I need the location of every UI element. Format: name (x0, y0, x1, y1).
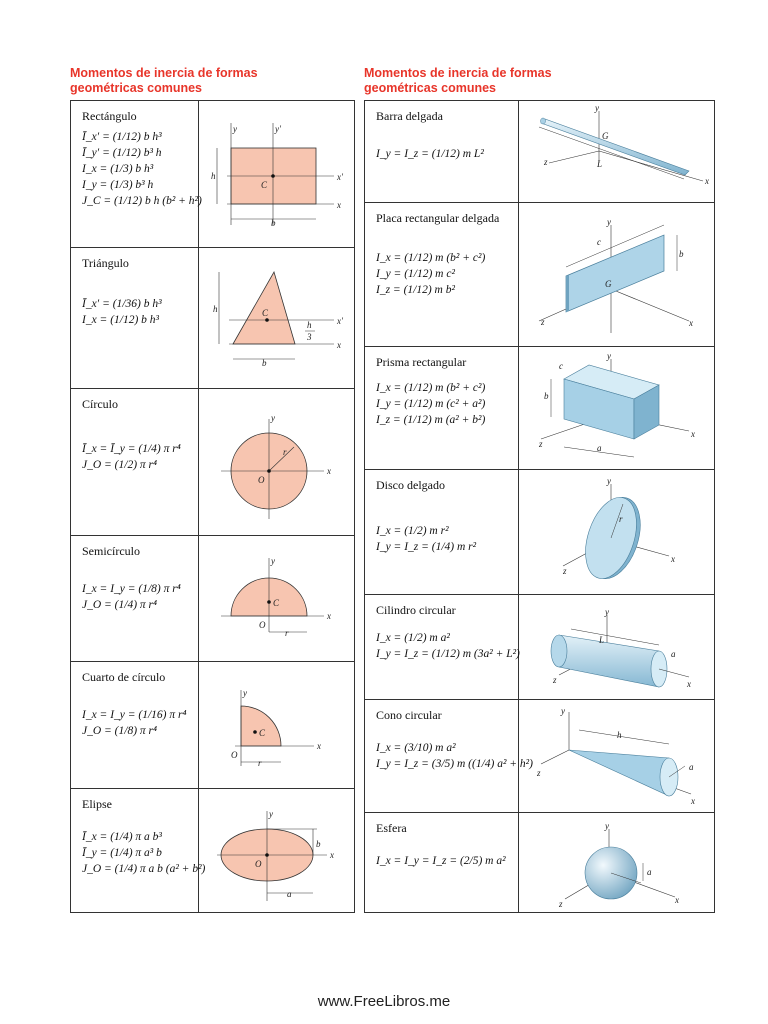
formula-list (376, 740, 533, 772)
label-x: x (705, 176, 709, 186)
formula-list (82, 829, 205, 877)
row-triangle (71, 248, 354, 389)
left-section-title (70, 66, 350, 96)
body-name: Cono circular (376, 708, 442, 722)
label-centroid: C (262, 308, 269, 318)
label-x: x (330, 850, 334, 860)
slender-rod-figure (519, 101, 714, 202)
label-b: b (271, 218, 276, 228)
formula-list (82, 707, 186, 739)
label-g: G (602, 131, 609, 141)
right-title-line-2: geométricas comunes (364, 81, 496, 95)
label-z: z (541, 317, 545, 327)
formula: I_x = I_y = (1/8) π r⁴ (82, 583, 181, 595)
body-name: Placa rectangular delgada (376, 211, 500, 225)
label-l: L (599, 635, 605, 645)
label-a: a (597, 443, 602, 453)
label-b: b (679, 249, 684, 259)
formula: I_x = (3/10) m a² (376, 742, 456, 754)
label-l: L (597, 159, 603, 169)
formula-list (82, 296, 162, 328)
row-thin-disk (365, 470, 714, 595)
formula: I_y = I_z = (1/12) m (3a² + L²) (376, 648, 520, 660)
label-b: b (262, 358, 267, 368)
solid-bodies-table (364, 100, 715, 913)
label-z: z (539, 439, 543, 449)
label-centroid: C (261, 180, 268, 190)
label-o: O (231, 750, 238, 760)
row-semicircle (71, 536, 354, 662)
label-y: y (607, 351, 611, 361)
left-title-line-2: geométricas comunes (70, 81, 202, 95)
label-r: r (258, 758, 262, 768)
label-x: x (317, 741, 321, 751)
label-c: c (597, 237, 601, 247)
rectangle-figure (199, 101, 354, 247)
label-z: z (553, 675, 557, 685)
formula: J_O = (1/2) π r⁴ (82, 459, 158, 471)
left-title-line-1: Momentos de inercia de formas (70, 66, 258, 80)
label-r: r (619, 514, 623, 524)
row-sphere (365, 813, 714, 912)
formula: I_x = (1/2) m r² (376, 525, 449, 537)
circular-cylinder-figure (519, 595, 714, 699)
plate-body (566, 235, 664, 312)
label-h-over-three: h (307, 320, 312, 330)
ellipse-figure (199, 789, 354, 911)
circle-figure (199, 389, 354, 535)
quarter-circle-figure (199, 662, 354, 788)
formula-list (376, 630, 520, 662)
row-quarter-circle (71, 662, 354, 789)
label-h: h (211, 171, 216, 181)
formula: Ī_x′ = (1/12) b h³ (82, 131, 162, 143)
formula-list (376, 853, 506, 869)
cone-body (569, 750, 669, 796)
formula: I_y = (1/3) b³ h (82, 179, 154, 191)
label-centroid: C (273, 598, 280, 608)
label-x: x (675, 895, 679, 905)
formula: I_z = (1/12) m (a² + b²) (376, 414, 486, 426)
label-c: c (559, 361, 563, 371)
formula-list (376, 380, 485, 428)
label-x: x (327, 466, 331, 476)
label-y: y (233, 124, 237, 134)
label-b: b (544, 391, 549, 401)
formula: Ī_y′ = (1/12) b³ h (82, 147, 162, 159)
label-y: y (561, 706, 565, 716)
formula: I_x = I_y = I_z = (2/5) m a² (376, 855, 506, 867)
body-name: Prisma rectangular (376, 355, 467, 369)
formula: J_O = (1/4) π a b (a² + b²) (82, 863, 206, 875)
formula: I_y = (1/12) m c² (376, 268, 455, 280)
label-x: x (689, 318, 693, 328)
quarter-circle-shape (241, 706, 281, 746)
label-z: z (544, 157, 548, 167)
formula-list (82, 581, 181, 613)
label-y: y (605, 821, 609, 831)
body-name: Barra delgada (376, 109, 443, 123)
shape-name: Círculo (82, 397, 118, 411)
label-z: z (559, 899, 563, 909)
plane-shapes-table (70, 100, 355, 913)
rod-body (541, 119, 689, 175)
label-y: y (607, 476, 611, 486)
label-b: b (316, 839, 321, 849)
formula: J_O = (1/4) π r⁴ (82, 599, 158, 611)
formula: I_y = I_z = (1/12) m L² (376, 148, 484, 160)
shape-name: Rectángulo (82, 109, 137, 123)
label-y: y (605, 607, 609, 617)
body-name: Disco delgado (376, 478, 445, 492)
body-name: Esfera (376, 821, 407, 835)
formula: Ī_x = (1/4) π a b³ (82, 831, 162, 843)
body-name: Cilindro circular (376, 603, 456, 617)
label-x: x (337, 340, 341, 350)
label-x: x (687, 679, 691, 689)
row-ellipse (71, 789, 354, 912)
semicircle-figure (199, 536, 354, 661)
label-h: h (617, 730, 622, 740)
formula-list (376, 523, 476, 555)
label-centroid: C (259, 728, 266, 738)
label-o: O (255, 859, 262, 869)
sphere-figure (519, 813, 714, 911)
formula: Ī_x′ = (1/36) b h³ (82, 298, 162, 310)
shape-name: Elipse (82, 797, 112, 811)
label-x-prime: x′ (337, 316, 343, 326)
formula: J_O = (1/8) π r⁴ (82, 725, 158, 737)
shape-name: Triángulo (82, 256, 129, 270)
label-y-prime: y′ (275, 124, 281, 134)
shape-name: Semicírculo (82, 544, 140, 558)
label-a: a (287, 889, 292, 899)
row-circular-cylinder (365, 595, 714, 700)
label-r: r (285, 628, 289, 638)
formula: I_x = (1/12) b h³ (82, 314, 159, 326)
label-y: y (243, 688, 247, 698)
label-x: x (337, 200, 341, 210)
label-o: O (259, 620, 266, 630)
formula: Ī_x = Ī_y = (1/4) π r⁴ (82, 443, 181, 455)
right-title-line-1: Momentos de inercia de formas (364, 66, 552, 80)
thin-disk-figure (519, 470, 714, 594)
row-circle (71, 389, 354, 536)
label-h: h (213, 304, 218, 314)
formula-list (376, 146, 484, 162)
formula-list (82, 441, 181, 473)
label-y: y (595, 103, 599, 113)
formula: I_x = I_y = (1/16) π r⁴ (82, 709, 187, 721)
label-a: a (689, 762, 694, 772)
label-a: a (647, 867, 652, 877)
formula: J_C = (1/12) b h (b² + h²) (82, 195, 202, 207)
row-rectangular-prism (365, 347, 714, 470)
row-thin-plate (365, 203, 714, 347)
formula-list (82, 129, 202, 209)
formula: I_x = (1/12) m (b² + c²) (376, 252, 486, 264)
label-a: a (671, 649, 676, 659)
formula: I_z = (1/12) m b² (376, 284, 455, 296)
footer-website: www.FreeLibros.me (317, 993, 451, 1010)
label-z: z (563, 566, 567, 576)
label-x-prime: x′ (337, 172, 343, 182)
formula: I_x = (1/12) m (b² + c²) (376, 382, 486, 394)
label-o: O (258, 475, 265, 485)
label-x: x (671, 554, 675, 564)
label-y: y (271, 556, 275, 566)
label-z: z (537, 768, 541, 778)
formula: I_y = (1/12) m (c² + a²) (376, 398, 486, 410)
label-x: x (691, 429, 695, 439)
right-section-title (364, 66, 644, 96)
rectangular-prism-figure (519, 347, 714, 469)
label-x: x (691, 796, 695, 806)
row-rectangle (71, 101, 354, 248)
formula: I_y = I_z = (3/5) m ((1/4) a² + h²) (376, 758, 533, 770)
label-g: G (605, 279, 612, 289)
formula: Ī_y = (1/4) π a³ b (82, 847, 162, 859)
triangle-figure (199, 248, 354, 388)
label-three: 3 (307, 332, 312, 342)
row-circular-cone (365, 700, 714, 813)
formula: I_x = (1/3) b h³ (82, 163, 154, 175)
formula: I_x = (1/2) m a² (376, 632, 450, 644)
label-y: y (607, 217, 611, 227)
label-y: y (271, 413, 275, 423)
formula: I_y = I_z = (1/4) m r² (376, 541, 477, 553)
formula-list (376, 250, 485, 298)
cylinder-body (559, 635, 659, 687)
circular-cone-figure (519, 700, 714, 812)
label-r: r (283, 447, 287, 457)
label-y: y (269, 809, 273, 819)
row-slender-rod (365, 101, 714, 203)
thin-plate-figure (519, 203, 714, 346)
shape-name: Cuarto de círculo (82, 670, 166, 684)
label-x: x (327, 611, 331, 621)
